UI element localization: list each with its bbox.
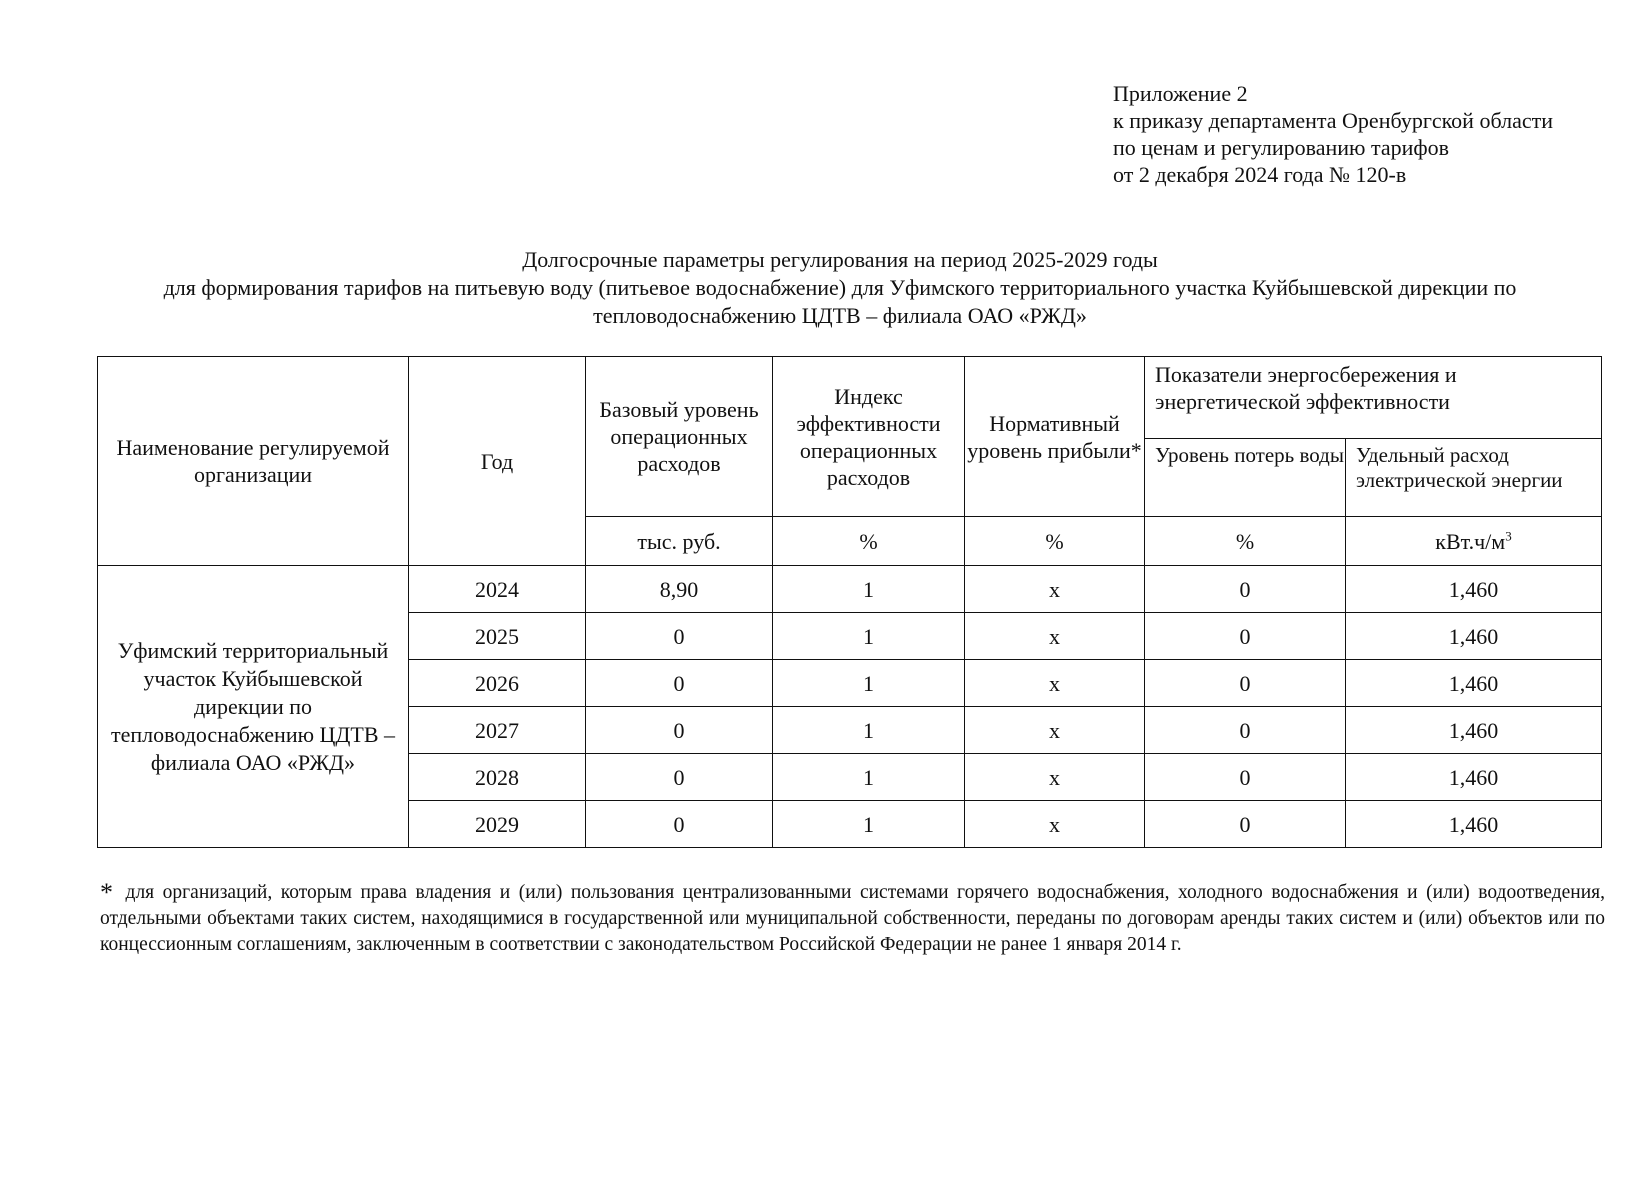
cell-index: 1 <box>773 801 965 848</box>
cell-profit: х <box>965 566 1145 613</box>
header-efficiency-index: Индекс эффективности операционных расходов <box>773 357 965 517</box>
header-energy-indicators: Показатели энергосбережения и энергетической эффективности <box>1145 357 1602 439</box>
appendix-line: Приложение 2 <box>1113 81 1248 106</box>
cell-year: 2028 <box>409 754 586 801</box>
cell-losses: 0 <box>1145 801 1346 848</box>
cell-losses: 0 <box>1145 660 1346 707</box>
cell-profit: х <box>965 754 1145 801</box>
header-organization: Наименование регулируемой организации <box>98 357 409 566</box>
title-line: тепловодоснабжению ЦДТВ – филиала ОАО «РЖД» <box>593 303 1087 328</box>
document-title <box>80 246 1600 330</box>
parameters-table <box>97 356 1602 848</box>
cell-specific: 1,460 <box>1346 613 1602 660</box>
cell-losses: 0 <box>1145 754 1346 801</box>
appendix-block <box>1113 80 1553 188</box>
unit-losses: % <box>1145 517 1346 566</box>
cell-profit: х <box>965 613 1145 660</box>
unit-specific-text: кВт.ч/м <box>1435 528 1506 554</box>
cell-losses: 0 <box>1145 613 1346 660</box>
cell-index: 1 <box>773 707 965 754</box>
cell-base: 0 <box>586 613 773 660</box>
unit-profit: % <box>965 517 1145 566</box>
unit-index: % <box>773 517 965 566</box>
cell-year: 2026 <box>409 660 586 707</box>
organization-name: Уфимский территориальный участок Куйбышевской дирекции по тепловодоснабжению ЦДТВ – филиала ОАО «РЖД» <box>98 566 409 848</box>
cell-profit: х <box>965 707 1145 754</box>
footnote-asterisk: * <box>100 878 113 907</box>
cell-year: 2024 <box>409 566 586 613</box>
cell-specific: 1,460 <box>1346 707 1602 754</box>
cell-losses: 0 <box>1145 566 1346 613</box>
unit-base: тыс. руб. <box>586 517 773 566</box>
cell-index: 1 <box>773 754 965 801</box>
title-line: Долгосрочные параметры регулирования на период 2025-2029 годы <box>522 247 1158 272</box>
cell-base: 0 <box>586 754 773 801</box>
footnote-text: для организаций, которым права владения и (или) пользования централизованными системами горячего водоснабжения, холодного водоснабжения и (или) водоотведения, отдельными объектами таких систем, находящимися в государственной или муниципальной собственности, переданы по договорам аренды таких систем и (или) объектов или по концессионным соглашениям, заключенным в соответствии с законодательством Российской Федерации не ранее 1 января 2014 г. <box>100 882 1605 955</box>
cell-base: 8,90 <box>586 566 773 613</box>
cell-base: 0 <box>586 660 773 707</box>
cell-profit: х <box>965 660 1145 707</box>
header-water-losses: Уровень потерь воды <box>1145 439 1346 517</box>
cell-index: 1 <box>773 613 965 660</box>
cell-year: 2025 <box>409 613 586 660</box>
header-specific-consumption: Удельный расход электрической энергии <box>1346 439 1602 517</box>
cell-base: 0 <box>586 801 773 848</box>
cell-base: 0 <box>586 707 773 754</box>
cell-specific: 1,460 <box>1346 801 1602 848</box>
cell-specific: 1,460 <box>1346 754 1602 801</box>
appendix-line: к приказу департамента Оренбургской области <box>1113 108 1553 133</box>
cell-profit: х <box>965 801 1145 848</box>
cell-index: 1 <box>773 566 965 613</box>
cell-year: 2029 <box>409 801 586 848</box>
cell-year: 2027 <box>409 707 586 754</box>
footnote <box>100 880 1605 958</box>
header-profit-level: Нормативный уровень прибыли* <box>965 357 1145 517</box>
header-year: Год <box>409 357 586 566</box>
appendix-line: по ценам и регулированию тарифов <box>1113 135 1450 160</box>
unit-specific-sup: 3 <box>1505 528 1512 544</box>
table-row <box>98 566 1602 613</box>
cell-index: 1 <box>773 660 965 707</box>
header-base-level: Базовый уровень операционных расходов <box>586 357 773 517</box>
title-line: для формирования тарифов на питьевую воду (питьевое водоснабжение) для Уфимского территориального участка Куйбышевской дирекции по <box>163 275 1517 300</box>
cell-specific: 1,460 <box>1346 566 1602 613</box>
cell-losses: 0 <box>1145 707 1346 754</box>
unit-specific <box>1346 517 1602 566</box>
appendix-line: от 2 декабря 2024 года № 120-в <box>1113 162 1407 187</box>
cell-specific: 1,460 <box>1346 660 1602 707</box>
